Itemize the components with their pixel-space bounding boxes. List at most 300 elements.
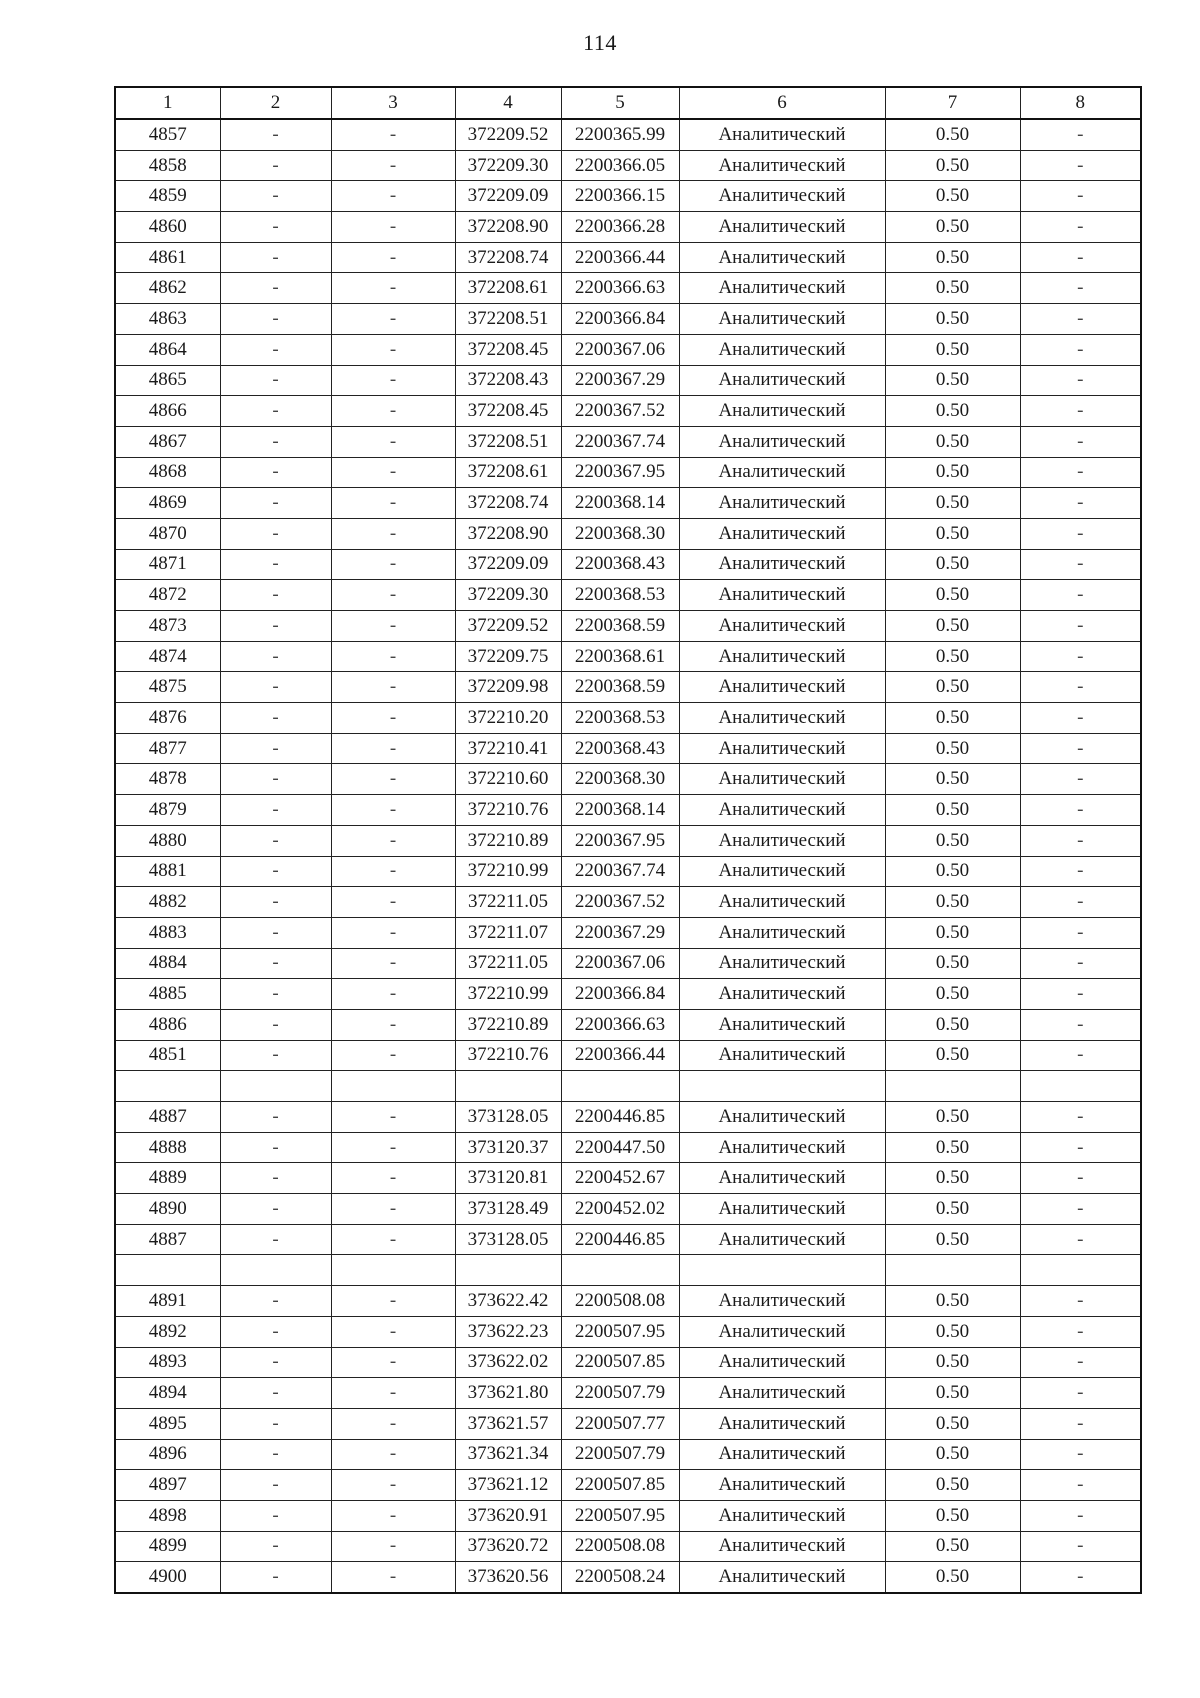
y-coordinate-cell: 2200366.63 xyxy=(561,273,679,304)
method-cell: Аналитический xyxy=(679,733,885,764)
x-coordinate-cell: 373622.02 xyxy=(455,1347,561,1378)
method-cell: Аналитический xyxy=(679,1224,885,1255)
col8-cell: - xyxy=(1020,119,1141,150)
x-coordinate-cell: 372208.61 xyxy=(455,457,561,488)
col2-cell: - xyxy=(220,1224,331,1255)
accuracy-cell: 0.50 xyxy=(885,1040,1020,1071)
col8-cell: - xyxy=(1020,150,1141,181)
y-coordinate-cell: 2200368.30 xyxy=(561,764,679,795)
method-cell xyxy=(679,1255,885,1286)
table-row xyxy=(115,580,1141,611)
col2-cell: - xyxy=(220,1286,331,1317)
table-row xyxy=(115,1224,1141,1255)
col3-cell: - xyxy=(331,856,455,887)
table-row xyxy=(115,1040,1141,1071)
method-cell: Аналитический xyxy=(679,887,885,918)
accuracy-cell: 0.50 xyxy=(885,1500,1020,1531)
accuracy-cell: 0.50 xyxy=(885,1408,1020,1439)
x-coordinate-cell: 372210.20 xyxy=(455,703,561,734)
col8-cell: - xyxy=(1020,979,1141,1010)
col2-cell: - xyxy=(220,365,331,396)
col3-cell: - xyxy=(331,1470,455,1501)
method-cell: Аналитический xyxy=(679,1163,885,1194)
y-coordinate-cell: 2200366.84 xyxy=(561,304,679,335)
accuracy-cell: 0.50 xyxy=(885,887,1020,918)
y-coordinate-cell: 2200367.06 xyxy=(561,948,679,979)
method-cell: Аналитический xyxy=(679,1562,885,1593)
y-coordinate-cell: 2200368.53 xyxy=(561,580,679,611)
point-number-cell: 4900 xyxy=(115,1562,220,1593)
method-cell: Аналитический xyxy=(679,150,885,181)
method-cell: Аналитический xyxy=(679,334,885,365)
point-number-cell: 4886 xyxy=(115,1009,220,1040)
table-row xyxy=(115,825,1141,856)
point-number-cell: 4883 xyxy=(115,917,220,948)
method-cell: Аналитический xyxy=(679,856,885,887)
y-coordinate-cell: 2200368.14 xyxy=(561,795,679,826)
accuracy-cell: 0.50 xyxy=(885,150,1020,181)
col3-cell: - xyxy=(331,764,455,795)
y-coordinate-cell: 2200366.28 xyxy=(561,212,679,243)
col2-cell: - xyxy=(220,549,331,580)
col3-cell: - xyxy=(331,611,455,642)
x-coordinate-cell: 373621.12 xyxy=(455,1470,561,1501)
accuracy-cell: 0.50 xyxy=(885,733,1020,764)
col8-cell: - xyxy=(1020,1132,1141,1163)
col2-cell: - xyxy=(220,764,331,795)
y-coordinate-cell: 2200368.61 xyxy=(561,641,679,672)
point-number-cell: 4887 xyxy=(115,1224,220,1255)
y-coordinate-cell: 2200446.85 xyxy=(561,1102,679,1133)
point-number-cell: 4859 xyxy=(115,181,220,212)
x-coordinate-cell: 372210.99 xyxy=(455,856,561,887)
col3-cell: - xyxy=(331,1500,455,1531)
x-coordinate-cell: 372210.41 xyxy=(455,733,561,764)
x-coordinate-cell: 372211.07 xyxy=(455,917,561,948)
point-number-cell: 4862 xyxy=(115,273,220,304)
point-number-cell: 4887 xyxy=(115,1102,220,1133)
y-coordinate-cell: 2200447.50 xyxy=(561,1132,679,1163)
accuracy-cell xyxy=(885,1255,1020,1286)
col2-cell: - xyxy=(220,856,331,887)
table-row xyxy=(115,119,1141,150)
y-coordinate-cell: 2200366.15 xyxy=(561,181,679,212)
table-row xyxy=(115,365,1141,396)
table-row xyxy=(115,672,1141,703)
accuracy-cell: 0.50 xyxy=(885,304,1020,335)
method-cell: Аналитический xyxy=(679,641,885,672)
page-number: 114 xyxy=(583,30,617,55)
col8-cell: - xyxy=(1020,488,1141,519)
accuracy-cell: 0.50 xyxy=(885,1531,1020,1562)
x-coordinate-cell: 372209.30 xyxy=(455,580,561,611)
y-coordinate-cell: 2200367.06 xyxy=(561,334,679,365)
y-coordinate-cell: 2200366.05 xyxy=(561,150,679,181)
x-coordinate-cell: 372208.45 xyxy=(455,334,561,365)
col8-cell: - xyxy=(1020,1562,1141,1593)
table-row xyxy=(115,733,1141,764)
point-number-cell: 4858 xyxy=(115,150,220,181)
table-row xyxy=(115,703,1141,734)
y-coordinate-cell: 2200367.29 xyxy=(561,917,679,948)
method-cell: Аналитический xyxy=(679,488,885,519)
x-coordinate-cell: 372210.76 xyxy=(455,1040,561,1071)
method-cell: Аналитический xyxy=(679,1194,885,1225)
col3-cell: - xyxy=(331,1286,455,1317)
col3-cell: - xyxy=(331,887,455,918)
accuracy-cell: 0.50 xyxy=(885,611,1020,642)
point-number-cell: 4899 xyxy=(115,1531,220,1562)
col3-cell: - xyxy=(331,304,455,335)
accuracy-cell: 0.50 xyxy=(885,795,1020,826)
method-cell: Аналитический xyxy=(679,1102,885,1133)
table-row xyxy=(115,1500,1141,1531)
y-coordinate-cell: 2200368.43 xyxy=(561,733,679,764)
accuracy-cell: 0.50 xyxy=(885,1163,1020,1194)
method-cell: Аналитический xyxy=(679,426,885,457)
table-row xyxy=(115,1286,1141,1317)
point-number-cell: 4877 xyxy=(115,733,220,764)
col3-cell: - xyxy=(331,1439,455,1470)
x-coordinate-cell: 373120.37 xyxy=(455,1132,561,1163)
col3-cell: - xyxy=(331,1408,455,1439)
col3-cell xyxy=(331,1255,455,1286)
method-cell: Аналитический xyxy=(679,611,885,642)
col8-cell: - xyxy=(1020,1040,1141,1071)
accuracy-cell: 0.50 xyxy=(885,1562,1020,1593)
table-row xyxy=(115,1132,1141,1163)
accuracy-cell: 0.50 xyxy=(885,212,1020,243)
y-coordinate-cell: 2200367.74 xyxy=(561,426,679,457)
y-coordinate-cell: 2200507.77 xyxy=(561,1408,679,1439)
x-coordinate-cell: 372209.09 xyxy=(455,549,561,580)
col8-cell: - xyxy=(1020,1439,1141,1470)
col8-cell: - xyxy=(1020,917,1141,948)
table-row xyxy=(115,1194,1141,1225)
x-coordinate-cell: 372209.75 xyxy=(455,641,561,672)
point-number-cell: 4868 xyxy=(115,457,220,488)
col8-cell: - xyxy=(1020,1531,1141,1562)
col2-cell: - xyxy=(220,1408,331,1439)
x-coordinate-cell: 372209.52 xyxy=(455,119,561,150)
col8-cell: - xyxy=(1020,273,1141,304)
y-coordinate-cell: 2200368.53 xyxy=(561,703,679,734)
header-row xyxy=(115,87,1141,119)
y-coordinate-cell: 2200446.85 xyxy=(561,1224,679,1255)
col8-cell: - xyxy=(1020,948,1141,979)
col2-cell: - xyxy=(220,948,331,979)
col2-cell: - xyxy=(220,1439,331,1470)
method-cell: Аналитический xyxy=(679,396,885,427)
x-coordinate-cell: 372210.60 xyxy=(455,764,561,795)
method-cell: Аналитический xyxy=(679,549,885,580)
table-row xyxy=(115,457,1141,488)
accuracy-cell: 0.50 xyxy=(885,1439,1020,1470)
point-number-cell: 4875 xyxy=(115,672,220,703)
col3-cell: - xyxy=(331,1224,455,1255)
col2-cell: - xyxy=(220,1194,331,1225)
table-row xyxy=(115,150,1141,181)
table-row xyxy=(115,1531,1141,1562)
point-number-cell: 4884 xyxy=(115,948,220,979)
y-coordinate-cell: 2200368.43 xyxy=(561,549,679,580)
col8-cell: - xyxy=(1020,856,1141,887)
table-body xyxy=(115,119,1141,1593)
point-number-cell: 4869 xyxy=(115,488,220,519)
col8-cell xyxy=(1020,1255,1141,1286)
col2-cell: - xyxy=(220,273,331,304)
accuracy-cell: 0.50 xyxy=(885,856,1020,887)
col2-cell: - xyxy=(220,979,331,1010)
x-coordinate-cell: 373128.49 xyxy=(455,1194,561,1225)
point-number-cell: 4874 xyxy=(115,641,220,672)
col8-cell: - xyxy=(1020,1500,1141,1531)
x-coordinate-cell: 373622.42 xyxy=(455,1286,561,1317)
col2-cell: - xyxy=(220,1500,331,1531)
col2-cell: - xyxy=(220,1531,331,1562)
point-number-cell: 4864 xyxy=(115,334,220,365)
table-row xyxy=(115,764,1141,795)
col2-cell xyxy=(220,1255,331,1286)
point-number-cell: 4892 xyxy=(115,1316,220,1347)
col2-cell: - xyxy=(220,1316,331,1347)
x-coordinate-cell: 373620.56 xyxy=(455,1562,561,1593)
y-coordinate-cell: 2200507.95 xyxy=(561,1500,679,1531)
col2-cell: - xyxy=(220,1009,331,1040)
accuracy-cell: 0.50 xyxy=(885,672,1020,703)
x-coordinate-cell: 373120.81 xyxy=(455,1163,561,1194)
accuracy-cell: 0.50 xyxy=(885,1194,1020,1225)
table-header xyxy=(115,87,1141,119)
table-row xyxy=(115,795,1141,826)
y-coordinate-cell: 2200507.95 xyxy=(561,1316,679,1347)
col3-cell: - xyxy=(331,948,455,979)
col3-cell: - xyxy=(331,426,455,457)
col2-cell: - xyxy=(220,611,331,642)
accuracy-cell: 0.50 xyxy=(885,518,1020,549)
col2-cell: - xyxy=(220,703,331,734)
point-number-cell: 4866 xyxy=(115,396,220,427)
column-header: 6 xyxy=(679,87,885,119)
accuracy-cell: 0.50 xyxy=(885,1102,1020,1133)
col8-cell: - xyxy=(1020,457,1141,488)
method-cell: Аналитический xyxy=(679,518,885,549)
table-row xyxy=(115,1408,1141,1439)
table-row xyxy=(115,1470,1141,1501)
accuracy-cell: 0.50 xyxy=(885,1009,1020,1040)
column-header: 7 xyxy=(885,87,1020,119)
col3-cell: - xyxy=(331,979,455,1010)
accuracy-cell: 0.50 xyxy=(885,764,1020,795)
y-coordinate-cell: 2200508.08 xyxy=(561,1531,679,1562)
col8-cell: - xyxy=(1020,1316,1141,1347)
accuracy-cell: 0.50 xyxy=(885,119,1020,150)
point-number-cell: 4873 xyxy=(115,611,220,642)
col8-cell: - xyxy=(1020,1102,1141,1133)
col2-cell: - xyxy=(220,1347,331,1378)
table-row xyxy=(115,1347,1141,1378)
x-coordinate-cell: 373620.91 xyxy=(455,1500,561,1531)
point-number-cell: 4879 xyxy=(115,795,220,826)
col2-cell: - xyxy=(220,457,331,488)
table-row xyxy=(115,641,1141,672)
col3-cell: - xyxy=(331,1132,455,1163)
col8-cell: - xyxy=(1020,764,1141,795)
col8-cell: - xyxy=(1020,641,1141,672)
y-coordinate-cell: 2200507.85 xyxy=(561,1470,679,1501)
x-coordinate-cell: 372210.89 xyxy=(455,1009,561,1040)
accuracy-cell: 0.50 xyxy=(885,334,1020,365)
accuracy-cell: 0.50 xyxy=(885,1470,1020,1501)
table-row xyxy=(115,1102,1141,1133)
y-coordinate-cell: 2200368.59 xyxy=(561,611,679,642)
x-coordinate-cell: 372209.30 xyxy=(455,150,561,181)
accuracy-cell: 0.50 xyxy=(885,181,1020,212)
y-coordinate-cell: 2200368.30 xyxy=(561,518,679,549)
col8-cell: - xyxy=(1020,580,1141,611)
col3-cell: - xyxy=(331,1316,455,1347)
y-coordinate-cell: 2200367.95 xyxy=(561,457,679,488)
table-row xyxy=(115,948,1141,979)
y-coordinate-cell: 2200366.84 xyxy=(561,979,679,1010)
col8-cell: - xyxy=(1020,795,1141,826)
col3-cell: - xyxy=(331,242,455,273)
table-row xyxy=(115,549,1141,580)
point-number-cell: 4893 xyxy=(115,1347,220,1378)
x-coordinate-cell: 373128.05 xyxy=(455,1224,561,1255)
x-coordinate-cell: 372211.05 xyxy=(455,948,561,979)
col2-cell: - xyxy=(220,795,331,826)
table-row xyxy=(115,212,1141,243)
column-header: 5 xyxy=(561,87,679,119)
accuracy-cell: 0.50 xyxy=(885,1316,1020,1347)
table-row xyxy=(115,1562,1141,1593)
col2-cell: - xyxy=(220,1102,331,1133)
point-number-cell: 4865 xyxy=(115,365,220,396)
method-cell: Аналитический xyxy=(679,703,885,734)
y-coordinate-cell: 2200367.74 xyxy=(561,856,679,887)
x-coordinate-cell: 372208.74 xyxy=(455,488,561,519)
y-coordinate-cell: 2200368.59 xyxy=(561,672,679,703)
col2-cell: - xyxy=(220,242,331,273)
col8-cell: - xyxy=(1020,703,1141,734)
col3-cell: - xyxy=(331,917,455,948)
accuracy-cell: 0.50 xyxy=(885,549,1020,580)
point-number-cell: 4880 xyxy=(115,825,220,856)
col8-cell: - xyxy=(1020,549,1141,580)
accuracy-cell: 0.50 xyxy=(885,1378,1020,1409)
col2-cell: - xyxy=(220,917,331,948)
col3-cell: - xyxy=(331,733,455,764)
x-coordinate-cell: 373621.34 xyxy=(455,1439,561,1470)
table-row xyxy=(115,1378,1141,1409)
col8-cell: - xyxy=(1020,518,1141,549)
col2-cell: - xyxy=(220,1562,331,1593)
method-cell: Аналитический xyxy=(679,1132,885,1163)
col8-cell: - xyxy=(1020,1163,1141,1194)
method-cell: Аналитический xyxy=(679,948,885,979)
point-number-cell: 4898 xyxy=(115,1500,220,1531)
col8-cell: - xyxy=(1020,212,1141,243)
y-coordinate-cell: 2200366.44 xyxy=(561,242,679,273)
table-row xyxy=(115,1316,1141,1347)
accuracy-cell: 0.50 xyxy=(885,426,1020,457)
col8-cell: - xyxy=(1020,304,1141,335)
col3-cell: - xyxy=(331,396,455,427)
x-coordinate-cell: 372211.05 xyxy=(455,887,561,918)
accuracy-cell: 0.50 xyxy=(885,703,1020,734)
method-cell: Аналитический xyxy=(679,1347,885,1378)
table-row xyxy=(115,1163,1141,1194)
col2-cell: - xyxy=(220,334,331,365)
accuracy-cell: 0.50 xyxy=(885,457,1020,488)
column-header: 8 xyxy=(1020,87,1141,119)
separator-row xyxy=(115,1255,1141,1286)
y-coordinate-cell: 2200507.79 xyxy=(561,1378,679,1409)
col8-cell: - xyxy=(1020,672,1141,703)
point-number-cell: 4881 xyxy=(115,856,220,887)
col3-cell: - xyxy=(331,1163,455,1194)
accuracy-cell: 0.50 xyxy=(885,273,1020,304)
method-cell: Аналитический xyxy=(679,1009,885,1040)
accuracy-cell: 0.50 xyxy=(885,1347,1020,1378)
method-cell: Аналитический xyxy=(679,1316,885,1347)
column-header: 1 xyxy=(115,87,220,119)
method-cell: Аналитический xyxy=(679,1470,885,1501)
table-row xyxy=(115,611,1141,642)
x-coordinate-cell: 372210.89 xyxy=(455,825,561,856)
method-cell: Аналитический xyxy=(679,1531,885,1562)
col8-cell: - xyxy=(1020,242,1141,273)
point-number-cell: 4885 xyxy=(115,979,220,1010)
accuracy-cell: 0.50 xyxy=(885,825,1020,856)
y-coordinate-cell: 2200367.95 xyxy=(561,825,679,856)
accuracy-cell: 0.50 xyxy=(885,242,1020,273)
point-number-cell: 4876 xyxy=(115,703,220,734)
col3-cell: - xyxy=(331,672,455,703)
col8-cell: - xyxy=(1020,887,1141,918)
x-coordinate-cell: 372210.76 xyxy=(455,795,561,826)
y-coordinate-cell: 2200452.67 xyxy=(561,1163,679,1194)
accuracy-cell: 0.50 xyxy=(885,1224,1020,1255)
col2-cell: - xyxy=(220,641,331,672)
point-number-cell: 4860 xyxy=(115,212,220,243)
col3-cell: - xyxy=(331,825,455,856)
x-coordinate-cell: 372208.90 xyxy=(455,518,561,549)
col3-cell: - xyxy=(331,1531,455,1562)
y-coordinate-cell: 2200366.44 xyxy=(561,1040,679,1071)
x-coordinate-cell: 372209.52 xyxy=(455,611,561,642)
x-coordinate-cell: 373621.57 xyxy=(455,1408,561,1439)
col2-cell: - xyxy=(220,1040,331,1071)
col8-cell: - xyxy=(1020,1347,1141,1378)
col8-cell: - xyxy=(1020,365,1141,396)
table-row xyxy=(115,273,1141,304)
col8-cell: - xyxy=(1020,426,1141,457)
y-coordinate-cell: 2200508.08 xyxy=(561,1286,679,1317)
y-coordinate-cell: 2200367.52 xyxy=(561,396,679,427)
col2-cell: - xyxy=(220,426,331,457)
y-coordinate-cell: 2200507.79 xyxy=(561,1439,679,1470)
col8-cell: - xyxy=(1020,1286,1141,1317)
col3-cell: - xyxy=(331,518,455,549)
method-cell: Аналитический xyxy=(679,795,885,826)
x-coordinate-cell xyxy=(455,1255,561,1286)
method-cell: Аналитический xyxy=(679,212,885,243)
point-number-cell: 4889 xyxy=(115,1163,220,1194)
method-cell: Аналитический xyxy=(679,273,885,304)
point-number-cell: 4867 xyxy=(115,426,220,457)
